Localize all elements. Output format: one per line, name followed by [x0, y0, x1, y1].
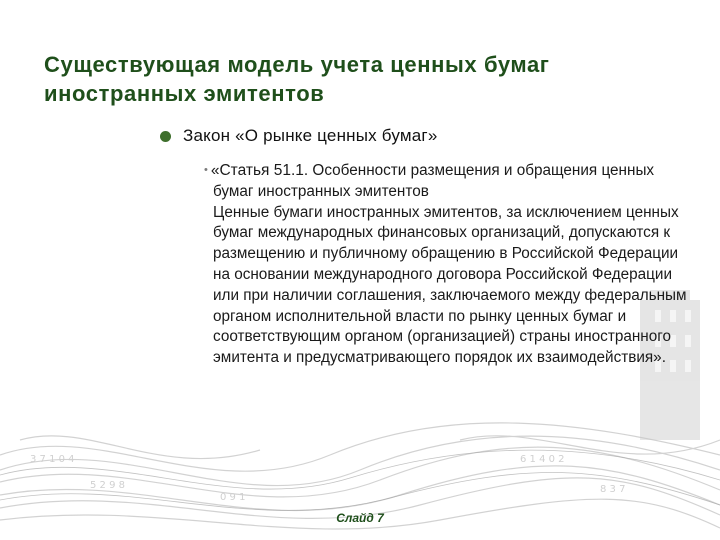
- article-number: «Статья 51.1: [210, 162, 304, 179]
- law-title: Закон «О рынке ценных бумаг»: [183, 126, 438, 145]
- article-heading: [204, 160, 691, 203]
- sub-bullet-icon: •: [204, 164, 208, 176]
- svg-text:3 7 1 0 4: 3 7 1 0 4: [30, 454, 75, 465]
- svg-text:8 3 7: 8 3 7: [600, 484, 626, 495]
- slide-title: Существующая модель учета ценных бумаг иностранных эмитентов: [44, 52, 550, 106]
- slide-number: Слайд 7: [336, 511, 384, 525]
- svg-text:6 1 4 0 2: 6 1 4 0 2: [520, 454, 565, 465]
- bullet-law: [160, 126, 680, 146]
- svg-text:5 2 9 8: 5 2 9 8: [90, 480, 125, 491]
- article-text: [204, 160, 691, 369]
- svg-text:0 9 1: 0 9 1: [220, 492, 246, 503]
- article-body: Ценные бумаги иностранных эмитентов, за исключением ценных бумаг международных финансовых организаций, допускаются к размещению и публичному обращению в Российской Федерации на основании международного договора Российской Федерации или при наличии соглашения, заключаемого между федеральным органом исполнительной власти по рынку ценных бумаг и соответствующим органом (организацией) страны иностранного эмитента и предусматривающего порядок их взаимодействия».: [213, 203, 687, 367]
- article-heading-rest: . Особенности размещения и обращения ценных бумаг иностранных эмитентов: [213, 162, 655, 200]
- bullet-dot-icon: [160, 131, 171, 142]
